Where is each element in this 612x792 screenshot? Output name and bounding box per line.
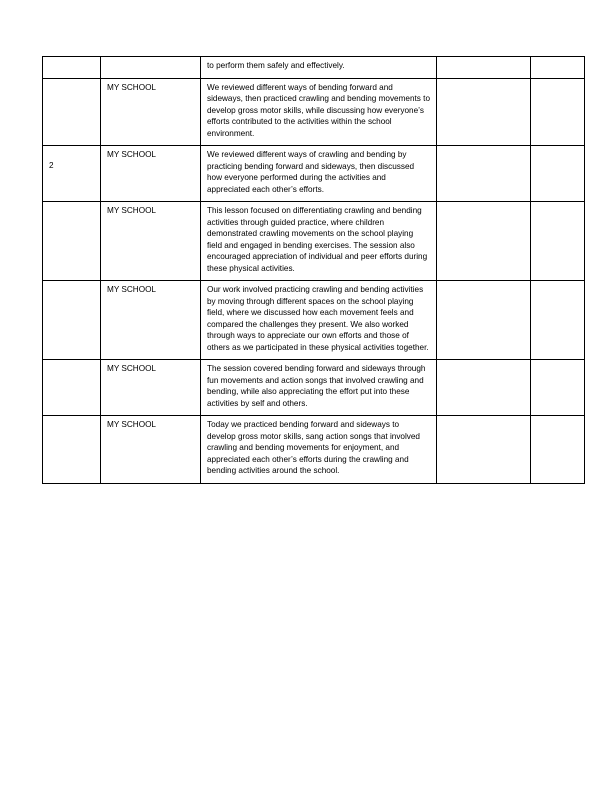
strand-cell: MY SCHOOL (101, 360, 201, 416)
week-cell: 2 (43, 146, 101, 202)
empty-cell (437, 281, 531, 360)
empty-cell (531, 281, 585, 360)
empty-cell (531, 360, 585, 416)
empty-cell (437, 416, 531, 484)
empty-cell (437, 57, 531, 79)
empty-cell (531, 146, 585, 202)
empty-cell (531, 57, 585, 79)
week-cell (43, 78, 101, 146)
empty-cell (437, 146, 531, 202)
strand-cell: MY SCHOOL (101, 281, 201, 360)
empty-cell (531, 202, 585, 281)
week-cell (43, 281, 101, 360)
table-row (43, 202, 585, 281)
summary-cell: This lesson focused on differentiating crawling and bending activities through guided practice, where children demonstrated crawling movements on the school playing field and engaged in bending exercises. The session also encouraged appreciation of individual and peer efforts during these physical activities. (201, 202, 437, 281)
strand-cell: MY SCHOOL (101, 146, 201, 202)
strand-cell: MY SCHOOL (101, 416, 201, 484)
table-row (43, 57, 585, 79)
lesson-record-table (42, 56, 585, 484)
table-row (43, 416, 585, 484)
summary-cell: Today we practiced bending forward and sideways to develop gross motor skills, sang action songs that involved crawling and bending movements for enjoyment, and appreciated each other’s efforts during the crawling and bending activities around the school. (201, 416, 437, 484)
week-cell (43, 202, 101, 281)
strand-cell: MY SCHOOL (101, 78, 201, 146)
table-row (43, 360, 585, 416)
summary-cell: We reviewed different ways of crawling and bending by practicing bending forward and sideways, then discussed how everyone performed during the activities and appreciated each other’s efforts. (201, 146, 437, 202)
empty-cell (437, 202, 531, 281)
empty-cell (437, 360, 531, 416)
week-cell (43, 360, 101, 416)
empty-cell (531, 416, 585, 484)
strand-cell (101, 57, 201, 79)
summary-cell: to perform them safely and effectively. (201, 57, 437, 79)
summary-cell: Our work involved practicing crawling and bending activities by moving through different spaces on the school playing field, where we discussed how each movement feels and compared the challenges they present. We also worked through ways to appreciate our own efforts and those of others as we participated in these physical activities together. (201, 281, 437, 360)
week-cell (43, 57, 101, 79)
strand-cell: MY SCHOOL (101, 202, 201, 281)
empty-cell (437, 78, 531, 146)
summary-cell: The session covered bending forward and sideways through fun movements and action songs that involved crawling and bending, while also appreciating the effort put into these activities by self and others. (201, 360, 437, 416)
empty-cell (531, 78, 585, 146)
table-row (43, 78, 585, 146)
table-row (43, 146, 585, 202)
table-row (43, 281, 585, 360)
summary-cell: We reviewed different ways of bending forward and sideways, then practiced crawling and bending movements to develop gross motor skills, while discussing how everyone’s efforts contributed to the activities within the school environment. (201, 78, 437, 146)
week-cell (43, 416, 101, 484)
